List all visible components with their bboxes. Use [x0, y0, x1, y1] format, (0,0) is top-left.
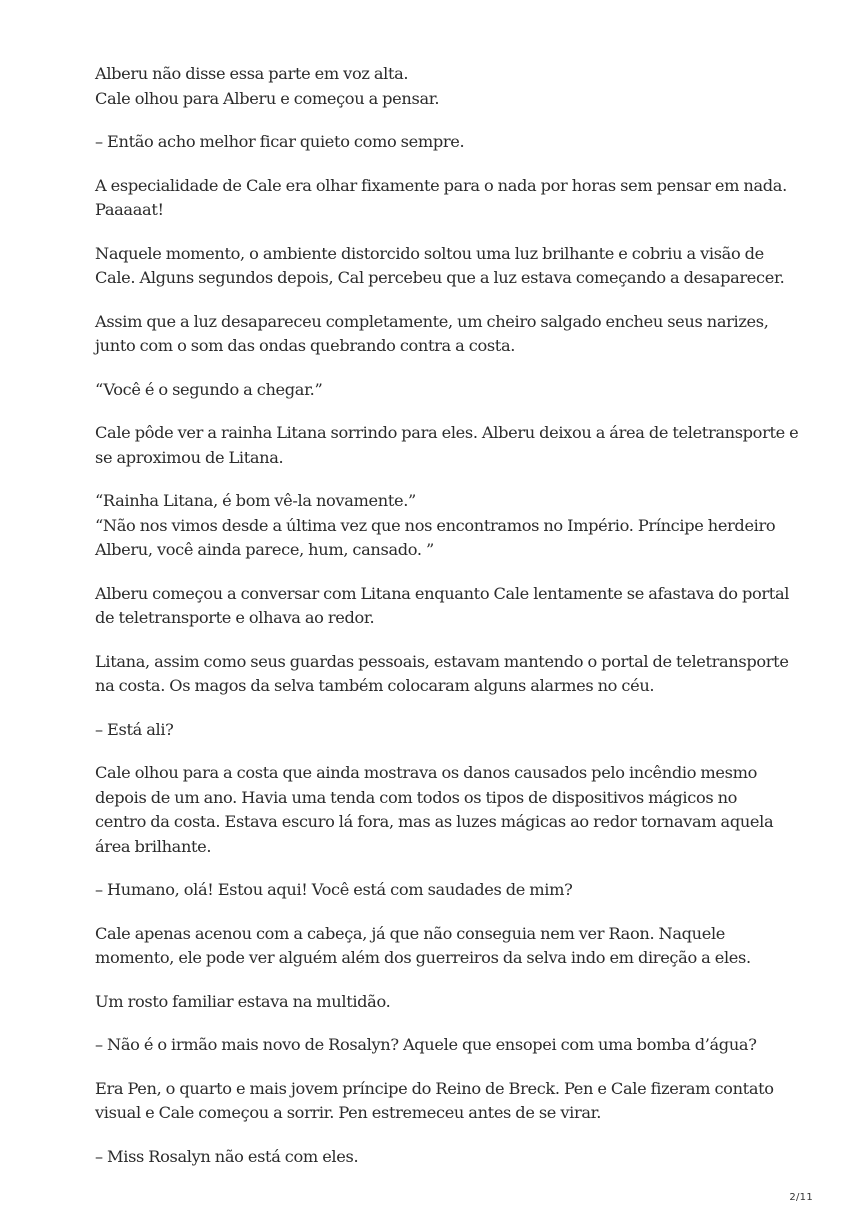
text-line: Cale apenas acenou com a cabeça, já que não conseguia nem ver Raon. Naquele [95, 923, 726, 943]
paragraph [95, 378, 795, 403]
text-line: – Miss Rosalyn não está com eles. [95, 1146, 359, 1166]
text-line: – Não é o irmão mais novo de Rosalyn? Aquele que ensopei com uma bomba d’água? [95, 1035, 757, 1054]
paragraph [95, 130, 795, 155]
paragraph [95, 718, 795, 743]
text-line: – Está ali? [95, 719, 174, 739]
paragraph [95, 582, 795, 631]
text-line: se aproximou de Litana. [95, 447, 284, 467]
text-line: Cale pôde ver a rainha Litana sorrindo para eles. Alberu deixou a área de teletransporte e [95, 423, 799, 442]
text-line: “Rainha Litana, é bom vê-la novamente.” [95, 491, 416, 510]
paragraph [95, 650, 795, 699]
text-line: “Você é o segundo a chegar.” [95, 379, 323, 399]
text-line: junto com o som das ondas quebrando contra a costa. [95, 336, 516, 355]
text-line: A especialidade de Cale era olhar fixamente para o nada por horas sem pensar em nada. [95, 175, 787, 195]
paragraph [95, 62, 795, 111]
text-line: visual e Cale começou a sorrir. Pen estremeceu antes de se virar. [95, 1103, 602, 1122]
text-line: Alberu começou a conversar com Litana enquanto Cale lentamente se afastava do portal [95, 583, 790, 603]
paragraph [95, 1033, 795, 1058]
text-line: Paaaaat! [95, 200, 164, 219]
paragraph [95, 990, 795, 1015]
text-line: Alberu não disse essa parte em voz alta. [95, 64, 409, 83]
paragraph [95, 242, 795, 291]
paragraph [95, 878, 795, 903]
text-line: centro da costa. Estava escuro lá fora, mas as luzes mágicas ao redor tornavam aquela [95, 812, 774, 831]
text-line: Alberu, você ainda parece, hum, cansado. ” [95, 540, 434, 559]
text-line: – Humano, olá! Estou aqui! Você está com saudades de mim? [95, 880, 573, 899]
paragraph [95, 1145, 795, 1170]
paragraph [95, 174, 795, 223]
text-line: Litana, assim como seus guardas pessoais, estavam mantendo o portal de teletransporte [95, 651, 789, 671]
paragraph [95, 489, 795, 563]
text-line: depois de um ano. Havia uma tenda com todos os tipos de dispositivos mágicos no [95, 787, 738, 807]
paragraph [95, 922, 795, 971]
paragraph [95, 1077, 795, 1126]
text-line: – Então acho melhor ficar quieto como sempre. [95, 132, 465, 151]
paragraph [95, 761, 795, 859]
document-body [95, 62, 799, 1188]
text-line: de teletransporte e olhava ao redor. [95, 608, 375, 627]
paragraph [95, 421, 799, 470]
text-line: “Não nos vimos desde a última vez que nos encontramos no Império. Príncipe herdeiro [95, 515, 776, 535]
page-number: 2/11 [789, 1192, 813, 1203]
text-line: Cale olhou para a costa que ainda mostrava os danos causados pelo incêndio mesmo [95, 763, 757, 782]
text-line: momento, ele pode ver alguém além dos guerreiros da selva indo em direção a eles. [95, 948, 751, 967]
paragraph [95, 310, 795, 359]
text-line: Um rosto familiar estava na multidão. [95, 991, 391, 1011]
text-line: área brilhante. [95, 836, 212, 856]
text-line: na costa. Os magos da selva também colocaram alguns alarmes no céu. [95, 676, 655, 695]
text-line: Assim que a luz desapareceu completamente, um cheiro salgado encheu seus narizes, [95, 311, 769, 331]
text-line: Era Pen, o quarto e mais jovem príncipe do Reino de Breck. Pen e Cale fizeram contato [95, 1078, 774, 1098]
text-line: Cale olhou para Alberu e começou a pensar. [95, 88, 440, 108]
text-line: Cale. Alguns segundos depois, Cal percebeu que a luz estava começando a desaparecer. [95, 268, 785, 287]
text-line: Naquele momento, o ambiente distorcido soltou uma luz brilhante e cobriu a visão de [95, 243, 764, 263]
